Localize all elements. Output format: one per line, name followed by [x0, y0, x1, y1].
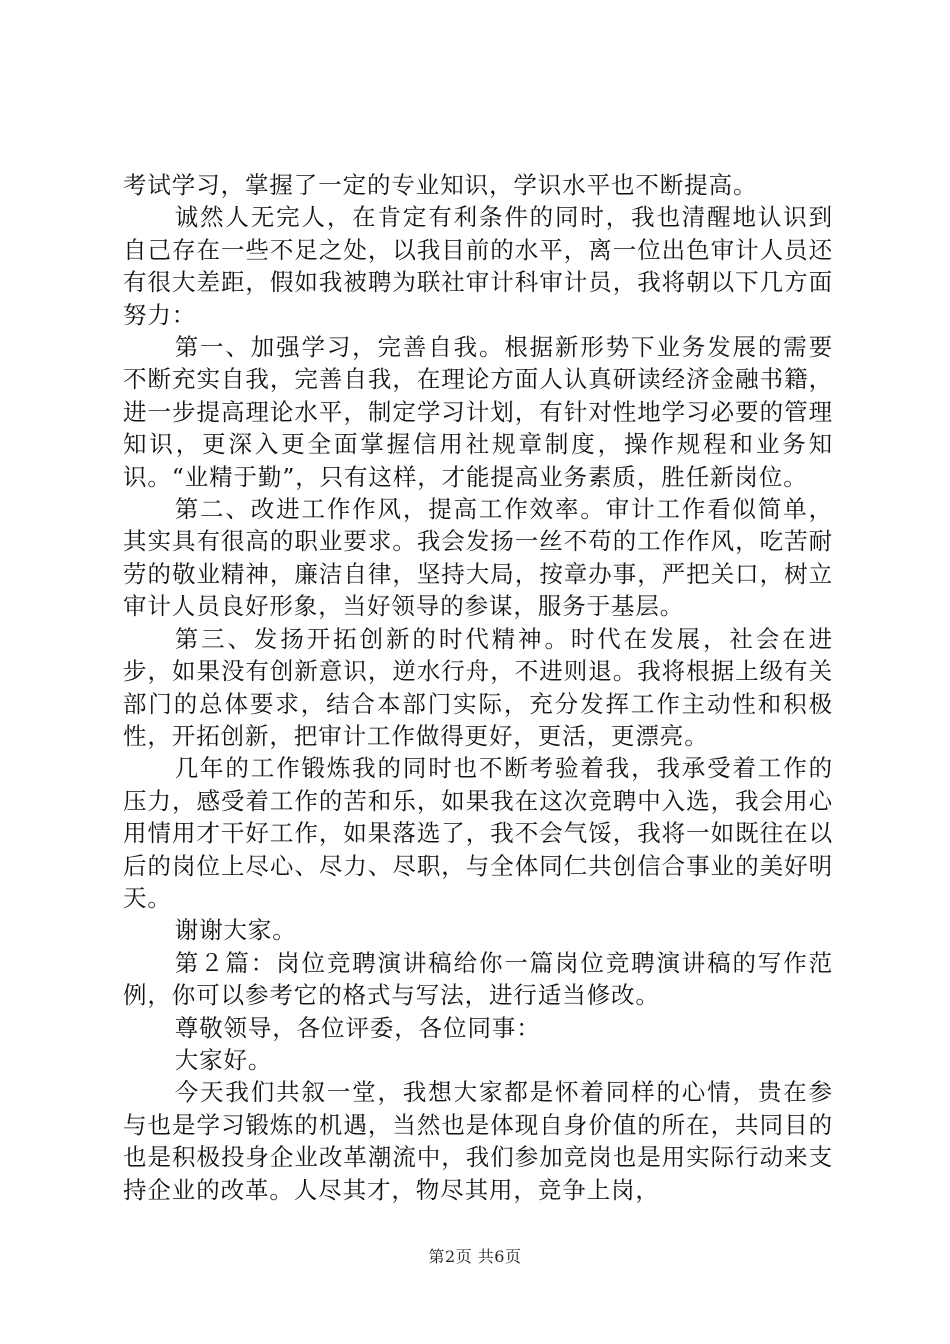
paragraph-point-three: 第三、发扬开拓创新的时代精神。时代在发展，社会在进步，如果没有创新意识，逆水行舟，不进则退。我将根据上级有关部门的总体要求，结合本部门实际，充分发挥工作主动性和积极性，开拓创新，把审计工作做得更好，更活，更漂亮。: [123, 624, 833, 750]
paragraph-continuation: 考试学习，掌握了一定的专业知识，学识水平也不断提高。: [123, 171, 758, 199]
document-body: [123, 169, 833, 1206]
page-number-footer: 第2页 共6页: [428, 1247, 522, 1266]
paragraph-salutation: 尊敬领导，各位评委，各位同事：: [174, 1013, 541, 1042]
paragraph-point-one: 第一、加强学习，完善自我。根据新形势下业务发展的需要不断充实自我，完善自我，在理论方面人认真研读经济金融书籍，进一步提高理论水平，制定学习计划，有针对性地学习必要的管理知识，更深入更全面掌握信用社规章制度，操作规程和业务知识。“业精于勤”，只有这样，才能提高业务素质，胜任新岗位。: [123, 333, 833, 491]
paragraph-greeting: 大家好。: [174, 1045, 273, 1074]
paragraph-point-two: 第二、改进工作作风，提高工作效率。审计工作看似简单，其实具有很高的职业要求。我会发扬一丝不苟的工作作风，吃苦耐劳的敬业精神，廉洁自律，坚持大局，按章办事，严把关口，树立审计人员良好形象，当好领导的参谋，服务于基层。: [123, 495, 833, 621]
paragraph-closing: 几年的工作锻炼我的同时也不断考验着我，我承受着工作的压力，感受着工作的苦和乐，如果我在这次竞聘中入选，我会用心用情用才干好工作，如果落选了，我不会气馁，我将一如既往在以后的岗位上尽心、尽力、尽职，与全体同仁共创信合事业的美好明天。: [123, 754, 833, 912]
paragraph-opening: 今天我们共叙一堂，我想大家都是怀着同样的心情，贵在参与也是学习锻炼的机遇，当然也是体现自身价值的所在，共同目的也是积极投身企业改革潮流中，我们参加竞岗也是用实际行动来支持企业的改革。人尽其才，物尽其用，竞争上岗，: [123, 1078, 833, 1204]
paragraph-thanks: 谢谢大家。: [174, 916, 297, 945]
paragraph-self-assessment: 诚然人无完人，在肯定有利条件的同时，我也清醒地认识到自己存在一些不足之处，以我目前的水平，离一位出色审计人员还有很大差距，假如我被聘为联社审计科审计员，我将朝以下几方面努力：: [123, 203, 833, 329]
paragraph-second-article-intro: 第２篇：岗位竞聘演讲稿给你一篇岗位竞聘演讲稿的写作范例，你可以参考它的格式与写法，进行适当修改。: [123, 948, 833, 1010]
